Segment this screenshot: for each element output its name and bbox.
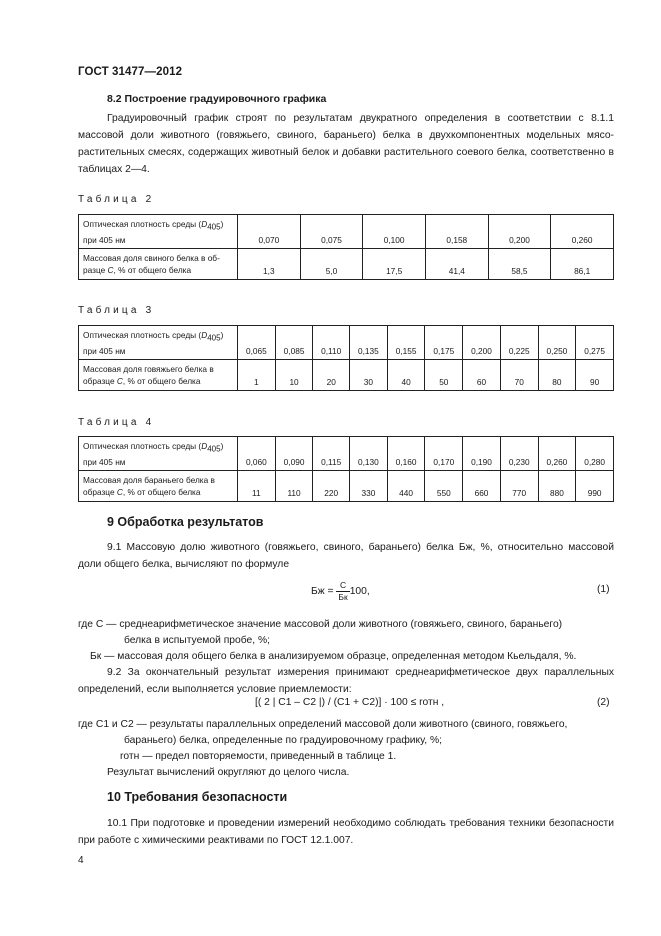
section-10-1-paragraph: 10.1 При подготовке и проведении измерений необходимо соблюдать требования техники безопасности при работе с химическими реактивами по ГОСТ 12.1.007. <box>78 818 614 846</box>
table-cell: 50 <box>425 359 463 390</box>
table-cell: 0,275 <box>576 326 614 360</box>
table-cell: 330 <box>350 470 388 501</box>
table-cell: 550 <box>425 470 463 501</box>
section-10-title: 10 Требования безопасности <box>107 790 288 804</box>
table-cell: 0,065 <box>238 326 276 360</box>
table-cell: 0,085 <box>275 326 313 360</box>
section-8-2-title: 8.2 Построение градуировочного графика <box>107 93 327 105</box>
formula-1-denominator: Бк <box>338 592 348 602</box>
where-1-c-cont: белка в испытуемой пробе, %; <box>124 635 270 646</box>
table-cell: 0,110 <box>313 326 350 360</box>
table-cell: 5,0 <box>300 248 363 279</box>
table-cell: 0,160 <box>387 437 425 471</box>
table-cell: 90 <box>576 359 614 390</box>
formula-1-tail: 100, <box>349 586 370 598</box>
table-4-caption: Таблица 4 <box>78 417 155 428</box>
table-cell: 0,190 <box>463 437 501 471</box>
table-cell: 0,260 <box>551 215 614 249</box>
table-3 <box>78 325 614 391</box>
table-3-row2-label: Массовая доля говяжьего белка в образце С, % от общего белка <box>79 359 238 390</box>
table-cell: 30 <box>350 359 388 390</box>
table-cell: 80 <box>538 359 576 390</box>
table-cell: 1,3 <box>238 248 301 279</box>
where-2-rotn: rотн — предел повторяемости, приведенный в таблице 1. <box>120 751 397 762</box>
table-cell: 10 <box>275 359 313 390</box>
table-cell: 0,230 <box>500 437 538 471</box>
where-2-c-cont: бараньего) белка, определенные по градуировочному графику, %; <box>124 735 443 746</box>
table-3-row1-label: Оптическая плотность среды $(D_{405})$ при 405 нм <box>79 326 238 360</box>
table-cell: 990 <box>576 470 614 501</box>
table-cell: 770 <box>500 470 538 501</box>
table-cell: 220 <box>313 470 350 501</box>
page-number: 4 <box>78 855 84 866</box>
table-cell: 660 <box>463 470 501 501</box>
table-cell: 40 <box>387 359 425 390</box>
section-9-2-paragraph: 9.2 За окончательный результат измерения принимают среднеарифметическое двух параллельных определений, если выполняется условие приемлемости: <box>78 667 614 695</box>
where-1-c: где C — среднеарифметическое значение массовой доли животного (говяжьего, свиного, бараньего) <box>78 619 563 630</box>
table-4-row2-label: Массовая доля бараньего белка в образце С, % от общего белка <box>79 470 238 501</box>
table-cell: 0,158 <box>425 215 488 249</box>
rounding-note: Результат вычислений округляют до целого числа. <box>107 767 350 778</box>
table-2 <box>78 214 614 280</box>
table-cell: 0,155 <box>387 326 425 360</box>
table-cell: 440 <box>387 470 425 501</box>
table-2-row1-label: Оптическая плотность среды $(D_{405})$ при 405 нм <box>79 215 238 249</box>
section-9-title: 9 Обработка результатов <box>107 515 264 529</box>
where-1-bk: Бк — массовая доля общего белка в анализируемом образце, определенная методом Кьельдаля, %. <box>90 651 577 662</box>
table-cell: 0,100 <box>363 215 426 249</box>
table-4-row1-label: Оптическая плотность среды $(D_{405})$ при 405 нм <box>79 437 238 471</box>
table-3-caption: Таблица 3 <box>78 305 155 316</box>
section-9-1-paragraph: 9.1 Массовую долю животного (говяжьего, свиного, бараньего) белка Бж, %, относительно массовой доли общего белка, вычисляют по формуле <box>78 542 614 570</box>
table-cell: 0,200 <box>488 215 551 249</box>
table-cell: 880 <box>538 470 576 501</box>
where-2-c: где C1 и C2 — результаты параллельных определений массовой доли животного (свиного, говяжьего, <box>78 719 568 730</box>
section-8-2-paragraph: Градуировочный график строят по результатам двукратного определения в соответствии с 8.1.1 массовой доли животного (говяжьего, свиного, бараньего) белка в двухкомпонентных модельных мясо-растительных смесях, содержащих животный белок и добавки растительного соевого белка, соответственно в таблицах 2—4. <box>78 113 614 175</box>
table-cell: 0,075 <box>300 215 363 249</box>
table-cell: 0,090 <box>275 437 313 471</box>
formula-1-number: (1) <box>597 584 610 595</box>
formula-1-fraction <box>336 580 349 603</box>
table-cell: 0,225 <box>500 326 538 360</box>
table-cell: 0,200 <box>463 326 501 360</box>
formula-1-lhs: Бж = <box>311 586 334 598</box>
formula-1-numerator: C <box>336 580 349 592</box>
table-cell: 0,115 <box>313 437 350 471</box>
table-cell: 1 <box>238 359 276 390</box>
formula-2: [( 2 | C1 – C2 |) / (C1 + C2)] · 100 ≤ rотн , <box>255 697 445 708</box>
table-2-row2-label: Массовая доля свиного белка в об- разце С, % от общего белка <box>79 248 238 279</box>
table-cell: 58,5 <box>488 248 551 279</box>
table-cell: 70 <box>500 359 538 390</box>
table-cell: 110 <box>275 470 313 501</box>
table-cell: 0,060 <box>238 437 276 471</box>
table-4 <box>78 436 614 502</box>
table-cell: 0,260 <box>538 437 576 471</box>
table-cell: 86,1 <box>551 248 614 279</box>
table-cell: 0,280 <box>576 437 614 471</box>
table-cell: 60 <box>463 359 501 390</box>
formula-1 <box>311 580 370 603</box>
table-cell: 0,135 <box>350 326 388 360</box>
table-cell: 0,070 <box>238 215 301 249</box>
table-cell: 0,170 <box>425 437 463 471</box>
table-cell: 0,175 <box>425 326 463 360</box>
table-cell: 0,130 <box>350 437 388 471</box>
table-cell: 11 <box>238 470 276 501</box>
formula-2-number: (2) <box>597 697 610 708</box>
table-2-caption: Таблица 2 <box>78 194 155 205</box>
table-cell: 41,4 <box>425 248 488 279</box>
document-header: ГОСТ 31477—2012 <box>78 66 183 78</box>
table-cell: 17,5 <box>363 248 426 279</box>
table-cell: 0,250 <box>538 326 576 360</box>
table-cell: 20 <box>313 359 350 390</box>
